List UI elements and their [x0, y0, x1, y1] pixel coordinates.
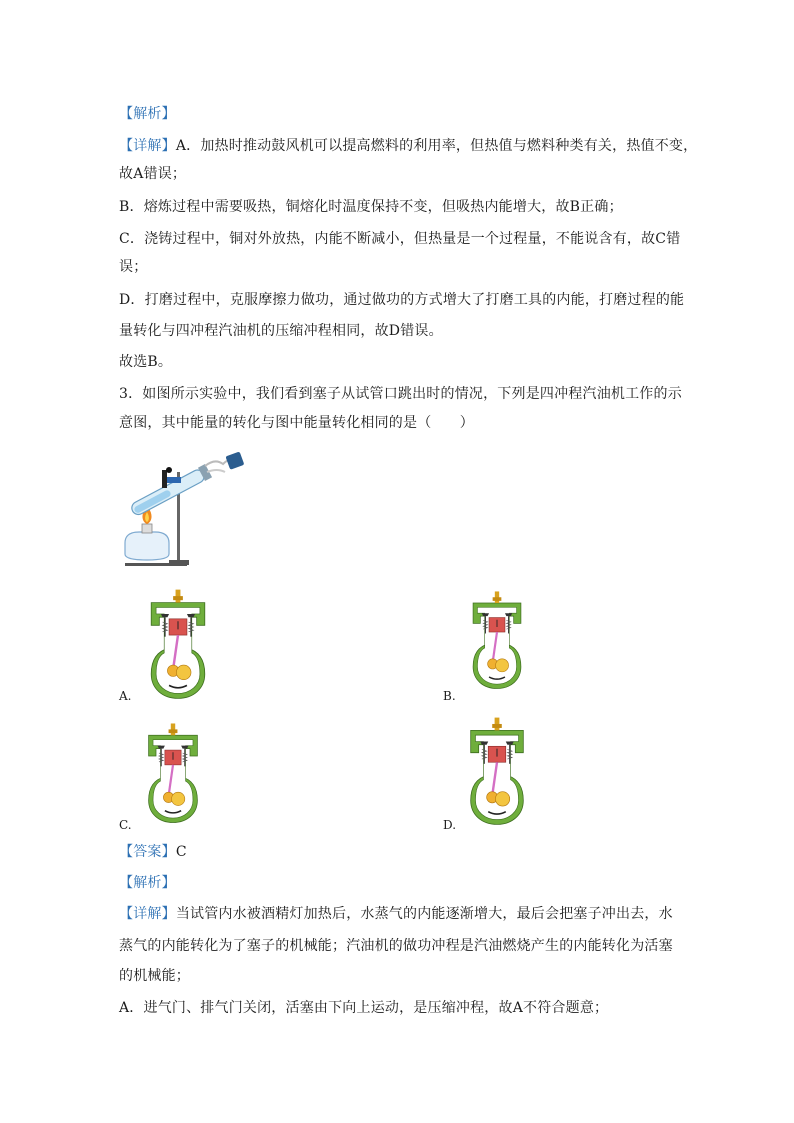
analysis-tag-2: 【解析】 — [119, 875, 176, 891]
detail-2-line-2: 蒸气的内能转化为了塞子的机械能；汽油机的做功冲程是汽油燃烧产生的内能转化为活塞 — [119, 938, 673, 954]
question-3-line-2: 意图，其中能量的转化与图中能量转化相同的是（ ） — [119, 415, 474, 431]
analysis-heading-2 — [119, 873, 684, 893]
engine-diagram-c — [138, 722, 208, 824]
detail-line-1: 【详解】A．加热时推动鼓风机可以提高燃料的利用率，但热值与燃料种类有关，热值不变， — [119, 138, 698, 154]
test-tube-experiment-figure — [117, 448, 252, 568]
analysis-tag: 【解析】 — [119, 106, 176, 122]
answer-value: C — [175, 844, 187, 860]
detail-line-2: 故A错误； — [119, 166, 187, 182]
engine-diagram-a — [138, 588, 218, 700]
detail-tag: 【详解】 — [119, 138, 176, 154]
question-3-line-1: 3．如图所示实验中，我们看到塞子从试管口跳出时的情况，下列是四冲程汽油机工作的示 — [119, 386, 682, 402]
answer-line — [119, 842, 684, 862]
detail-line-7: 量转化与四冲程汽油机的压缩冲程相同，故D错误。 — [119, 323, 443, 339]
detail-line-5: 误； — [119, 259, 148, 275]
detail-2-line-4: A．进气门、排气门关闭，活塞由下向上运动，是压缩冲程，故A不符合题意； — [119, 1000, 609, 1016]
option-a-label: A. — [119, 689, 132, 703]
conclusion-line: 故选B。 — [119, 354, 173, 370]
engine-diagram-b — [462, 590, 532, 690]
engine-diagram-d — [462, 716, 532, 826]
detail-2-line-1: 【详解】当试管内水被酒精灯加热后，水蒸气的内能逐渐增大，最后会把塞子冲出去，水 — [119, 906, 673, 922]
option-b-label: B. — [443, 689, 456, 703]
detail-line-3: B．熔炼过程中需要吸热，铜熔化时温度保持不变，但吸热内能增大，故B正确； — [119, 199, 623, 215]
analysis-heading — [119, 104, 684, 124]
detail-line-4: C．浇铸过程中，铜对外放热，内能不断减小，但热量是一个过程量，不能说含有，故C错 — [119, 231, 681, 247]
detail-line-6: D．打磨过程中，克服摩擦力做功，通过做功的方式增大了打磨工具的内能，打磨过程的能 — [119, 292, 685, 308]
option-c-label: C. — [119, 818, 132, 832]
option-d-label: D. — [443, 818, 457, 832]
detail-2-line-3: 的机械能； — [119, 968, 190, 984]
answer-tag: 【答案】 — [119, 844, 176, 860]
detail-tag-2: 【详解】 — [119, 906, 176, 922]
